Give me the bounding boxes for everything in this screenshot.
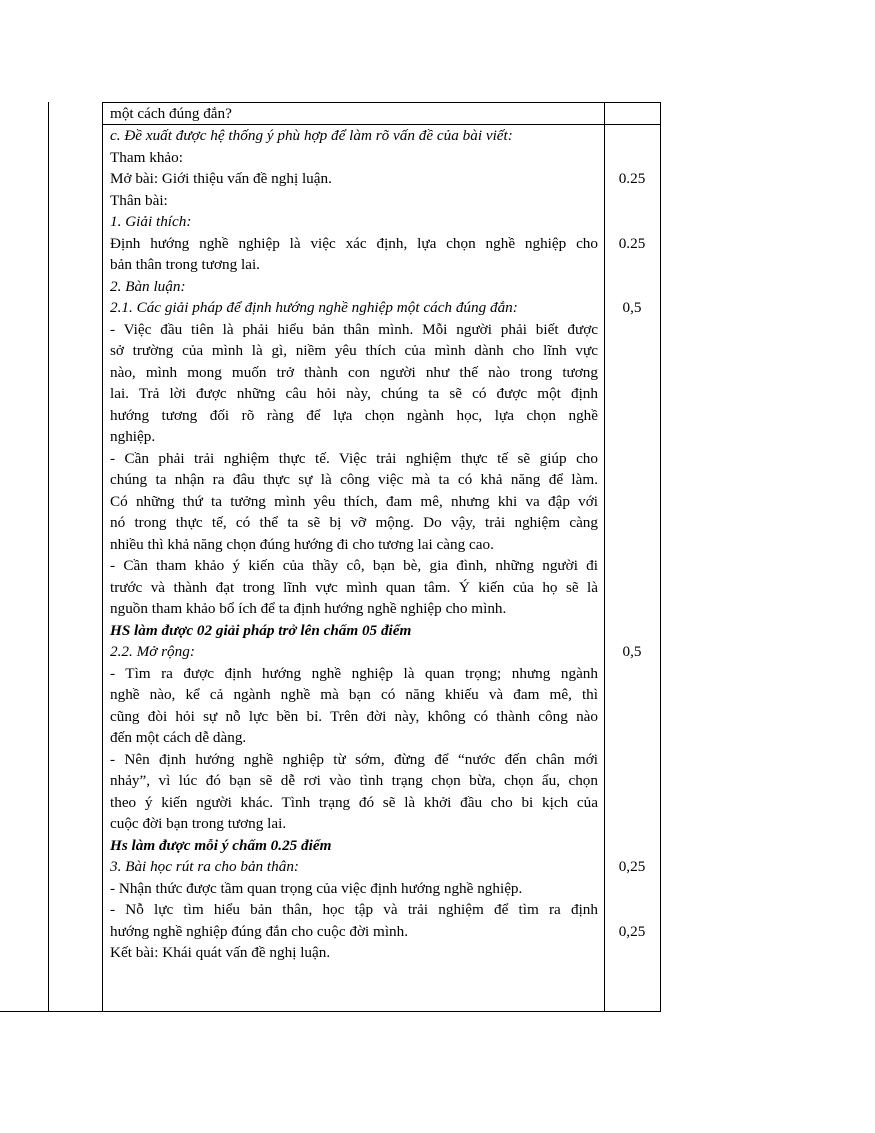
answer-line: nguồn tham khảo bổ ích để ta định hướng nghề nghiệp cho mình. xyxy=(110,600,507,617)
answer-line: hướng nghề nghiệp đúng đắn cho cuộc đời mình. xyxy=(110,922,409,940)
answer-line: - Việc đầu tiên là phải hiểu bản thân mình. Mỗi người phải biết được xyxy=(110,320,598,338)
answer-line: - Cần tham khảo ý kiến của thầy cô, bạn bè, gia đình, những người đi xyxy=(110,557,598,574)
answer-line: cuộc đời bạn trong tương lai. xyxy=(110,815,287,832)
answer-line: Mở bài: Giới thiệu vấn đề nghị luận. xyxy=(110,170,332,187)
answer-line: theo ý kiến người khác. Tình trạng đó sẽ là khởi đầu cho bi kịch của xyxy=(110,793,598,811)
section-heading: c. Đề xuất được hệ thống ý phù hợp để làm rõ vấn đề của bài viết: xyxy=(110,127,513,144)
answer-line: bản thân trong tương lai. xyxy=(110,256,260,273)
score-value: 0,25 xyxy=(618,858,646,875)
answer-line: sở trường của mình là gì, niềm yêu thích của mình dành cho lĩnh vực xyxy=(110,342,598,359)
score-value: 0,5 xyxy=(622,643,642,660)
section-heading: 3. Bài học rút ra cho bản thân: xyxy=(110,858,299,875)
answer-line: nghiệp. xyxy=(110,428,156,445)
answer-line: Định hướng nghề nghiệp là việc xác định, lựa chọn nghề nghiệp cho xyxy=(110,234,598,252)
answer-line: - Tìm ra được định hướng nghề nghiệp là quan trọng; nhưng ngành xyxy=(110,664,598,682)
section-heading: 2.1. Các giải pháp để định hướng nghề nghiệp một cách đúng đắn: xyxy=(110,299,518,316)
answer-line: lai. Trả lời được những câu hỏi này, chúng ta sẽ có được một định xyxy=(110,385,598,402)
section-heading: 2. Bàn luận: xyxy=(110,277,186,295)
answer-line: - Nên định hướng nghề nghiệp từ sớm, đừng để “nước đến chân mới xyxy=(110,750,598,768)
table-border-col-1 xyxy=(48,102,49,1012)
score-value: 0.25 xyxy=(618,234,646,252)
answer-line: trước và thành đạt trong lĩnh vực mình quan tâm. Ý kiến của họ sẽ là xyxy=(110,578,598,596)
answer-line: một cách đúng đắn? xyxy=(110,105,232,122)
answer-line: nghề nào, kể cả ngành nghề mà bạn có năng khiếu và đam mê, thì xyxy=(110,686,598,703)
answer-line: nhảy”, vì lúc đó bạn sẽ dễ rơi vào tình trạng chọn bừa, chọn ẩu, chọn xyxy=(110,772,598,789)
answer-line: - Nhận thức được tầm quan trọng của việc định hướng nghề nghiệp. xyxy=(110,879,523,897)
score-value: 0.25 xyxy=(618,170,646,187)
table-border-bottom xyxy=(0,1011,661,1012)
answer-line: nó trong thực tế, có thể ta sẽ bị vỡ mộng. Do vậy, trải nghiệm càng xyxy=(110,514,598,531)
score-value: 0,25 xyxy=(618,922,646,940)
section-heading: 1. Giải thích: xyxy=(110,213,192,230)
answer-line: Thân bài: xyxy=(110,191,168,209)
answer-line: - Cần phải trải nghiệm thực tế. Việc trải nghiệm thực tế sẽ giúp cho xyxy=(110,449,598,467)
answer-line: nhiều thì khả năng chọn đúng hướng đi cho tương lai càng cao. xyxy=(110,535,494,553)
section-heading: 2.2. Mở rộng: xyxy=(110,643,195,660)
answer-line: cũng đòi hỏi sự nỗ lực bền bỉ. Trên đời này, không có thành công nào xyxy=(110,707,598,725)
answer-line: Kết bài: Khái quát vấn đề nghị luận. xyxy=(110,944,331,961)
score-value: 0,5 xyxy=(622,299,642,316)
answer-line: chúng ta nhận ra đâu thực sự là công việc mà ta có khả năng để làm. xyxy=(110,471,598,488)
table-border-col-2 xyxy=(102,102,103,1012)
grading-note: HS làm được 02 giải pháp trở lên chấm 05 điểm xyxy=(110,621,412,639)
answer-line: nào, mình mong muốn trở thành con người như thế nào trong tương xyxy=(110,363,598,381)
grading-note: Hs làm được mỗi ý chấm 0.25 điểm xyxy=(110,836,332,854)
answer-line: hướng tương đối rõ ràng để lựa chọn ngành học, lựa chọn nghề xyxy=(110,406,598,424)
answer-line: Tham khảo: xyxy=(110,148,183,166)
table-border-right xyxy=(660,102,661,1012)
answer-line: đến một cách dễ dàng. xyxy=(110,729,247,746)
answer-line: Có những thứ ta tưởng mình yêu thích, đam mê, nhưng khi va đập với xyxy=(110,492,598,510)
answer-line: - Nỗ lực tìm hiểu bản thân, học tập và trải nghiệm để tìm ra định xyxy=(110,901,598,918)
